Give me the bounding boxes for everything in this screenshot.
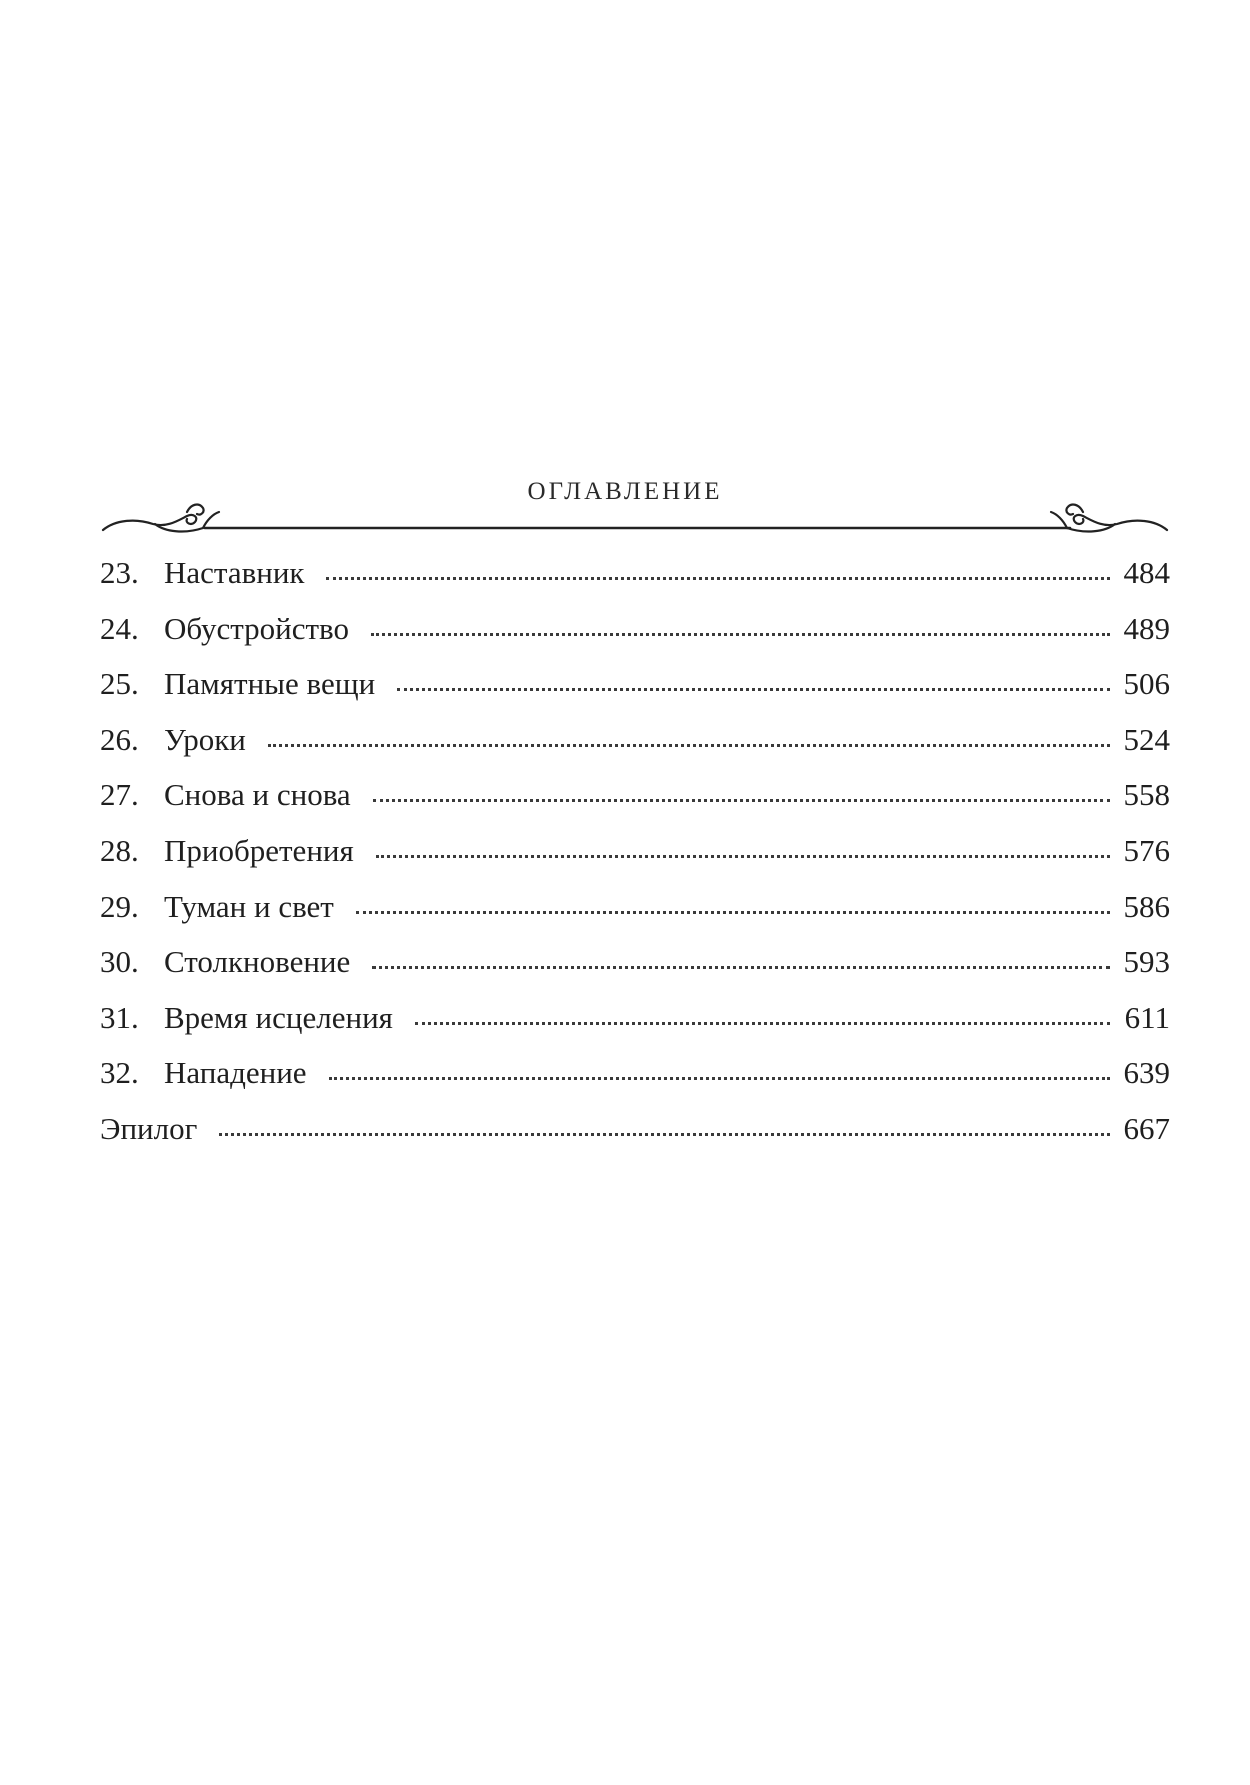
toc-entry-page: 586 — [1123, 888, 1170, 924]
dot-leader — [219, 1132, 1110, 1136]
toc-entry-page: 667 — [1123, 1110, 1170, 1146]
toc-entry[interactable] — [100, 1000, 1170, 1056]
toc-entry-page: 611 — [1124, 999, 1170, 1035]
toc-entry[interactable] — [100, 722, 1170, 778]
toc-entry-number: 23. — [100, 555, 139, 590]
toc-entry-title: Обустройство — [164, 610, 349, 646]
toc-entry-title: Нападение — [164, 1055, 307, 1091]
toc-entry-title: Время исцеления — [164, 999, 393, 1035]
toc-entry[interactable] — [100, 889, 1170, 945]
toc-entry[interactable] — [100, 777, 1170, 833]
table-of-contents — [100, 555, 1170, 1167]
toc-entry-title: Приобретения — [164, 832, 354, 868]
toc-entry-title: Снова и снова — [164, 777, 351, 813]
toc-entry-title: Эпилог — [100, 1110, 198, 1146]
dot-leader — [329, 1076, 1110, 1080]
toc-entry-number: 25. — [100, 666, 139, 702]
dot-leader — [371, 632, 1110, 636]
decorative-rule-ornament — [95, 490, 1175, 538]
toc-entry-number: 32. — [100, 1055, 139, 1091]
toc-entry[interactable] — [100, 833, 1170, 889]
toc-entry[interactable] — [100, 1055, 1170, 1111]
toc-entry-page: 558 — [1123, 777, 1170, 813]
toc-entry-title: Наставник — [164, 555, 305, 590]
dot-leader — [376, 854, 1110, 858]
dot-leader — [356, 910, 1110, 914]
page-title: ОГЛАВЛЕНИЕ — [527, 478, 723, 505]
toc-entry-number: 24. — [100, 610, 139, 646]
dot-leader — [373, 798, 1110, 802]
toc-entry-page: 489 — [1123, 610, 1170, 646]
toc-entry-epilogue[interactable] — [100, 1111, 1170, 1167]
toc-entry-title: Памятные вещи — [164, 666, 376, 702]
toc-entry[interactable] — [100, 666, 1170, 722]
toc-entry-page: 593 — [1123, 944, 1170, 980]
toc-entry-title: Уроки — [164, 721, 246, 757]
toc-entry-number: 29. — [100, 888, 139, 924]
dot-leader — [397, 687, 1110, 691]
toc-entry[interactable] — [100, 555, 1170, 611]
dot-leader — [268, 743, 1110, 747]
toc-entry-page: 484 — [1123, 555, 1170, 590]
toc-entry-number: 31. — [100, 999, 139, 1035]
dot-leader — [372, 965, 1110, 969]
toc-entry-title: Туман и свет — [164, 888, 334, 924]
dot-leader — [415, 1021, 1110, 1025]
toc-entry-page: 524 — [1123, 721, 1170, 757]
dot-leader — [326, 576, 1110, 580]
toc-entry-page: 639 — [1123, 1055, 1170, 1091]
toc-entry[interactable] — [100, 611, 1170, 667]
toc-entry-number: 28. — [100, 832, 139, 868]
toc-entry-page: 506 — [1123, 666, 1170, 702]
toc-entry-number: 27. — [100, 777, 139, 813]
toc-entry-number: 30. — [100, 944, 139, 980]
toc-entry-title: Столкновение — [164, 944, 351, 980]
toc-entry-page: 576 — [1123, 832, 1170, 868]
toc-entry[interactable] — [100, 944, 1170, 1000]
toc-entry-number: 26. — [100, 721, 139, 757]
